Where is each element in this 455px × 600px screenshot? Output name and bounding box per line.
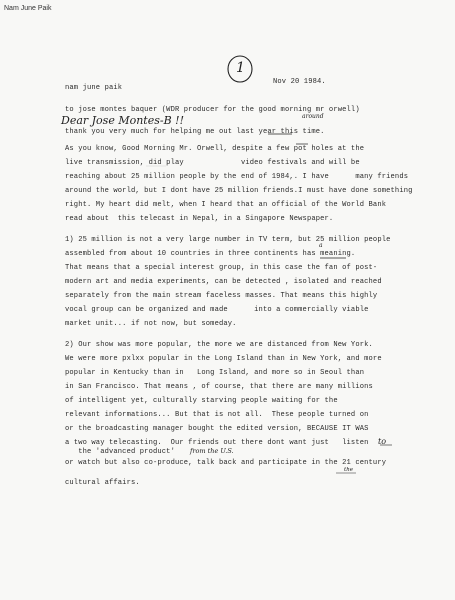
letter-line: read about this telecast in Nepal, in a Singapore Newspaper.: [65, 215, 334, 223]
date-line: Nov 20 1984.: [273, 78, 326, 86]
letter-line: thank you very much for helping me out last year this time.: [65, 128, 325, 136]
letter-line: or watch but also co-produce, talk back and participate in the 21 century: [65, 459, 387, 467]
signature-line: nam june paik: [65, 84, 123, 92]
letter-line: right. My heart did melt, when I heard that an official of the World Bank: [65, 201, 387, 209]
caret-a-annotation: a: [319, 242, 323, 249]
letter-line: 1) 25 million is not a very large number in TV term, but 25 million people: [65, 236, 391, 244]
letter-line: of intelligent yet, culturally starving people waiting for the: [65, 397, 338, 405]
letter-line: or the broadcasting manager bought the edited version, BECAUSE IT WAS: [65, 425, 369, 433]
letter-line: market unit... if not now, but someday.: [65, 320, 237, 328]
to-annotation: to: [378, 437, 387, 446]
letter-line: popular in Kentucky than in Long Island, and more so in Seoul than: [65, 369, 365, 377]
letter-line: separately from the main stream faceless masses. That means this highly: [65, 292, 378, 300]
letter-line: That means that a special interest group, in this case the fan of post-: [65, 264, 378, 272]
letter-line: reaching about 25 million people by the end of 1984,. I have many friends: [65, 173, 409, 181]
letter-line: in San Francisco. That means , of course, that there are many millions: [65, 383, 373, 391]
page-number: 1: [236, 60, 245, 76]
the-annotation: the: [344, 467, 354, 473]
around-annotation: around: [302, 113, 324, 120]
author-label: Nam June Paik: [4, 5, 52, 12]
letter-line: cultural affairs.: [65, 479, 140, 487]
letter-line: a two way telecasting. Our friends out there dont want just listen: [65, 439, 369, 447]
addressee-line: to jose montes baquer (WDR producer for the good morning mr orwell): [65, 106, 360, 114]
letter-line: 2) Our show was more popular, the more we are distanced from New York.: [65, 341, 373, 349]
letter-line: modern art and media experiments, can be detected , isolated and reached: [65, 278, 382, 286]
letter-line: around the world, but I dont have 25 million friends.I must have done something: [65, 187, 413, 195]
letter-line: the 'advanced product': [65, 448, 175, 456]
letter-line: As you know, Good Morning Mr. Orwell, despite a few pot holes at the: [65, 145, 365, 153]
letter-line: assembled from about 10 countries in three continents has meaning.: [65, 250, 356, 258]
letter-line: live transmission, did play video festivals and will be: [65, 159, 360, 167]
letter-line: We were more pxlxx popular in the Long Island than in New York, and more: [65, 355, 382, 363]
letter-line: vocal group can be organized and made into a commercially viable: [65, 306, 369, 314]
dear-line: Dear Jose Montes-B !!: [61, 114, 185, 127]
from-us-annotation: from the U.S.: [190, 447, 234, 455]
letter-line: relevant informations... But that is not all. These people turned on: [65, 411, 369, 419]
